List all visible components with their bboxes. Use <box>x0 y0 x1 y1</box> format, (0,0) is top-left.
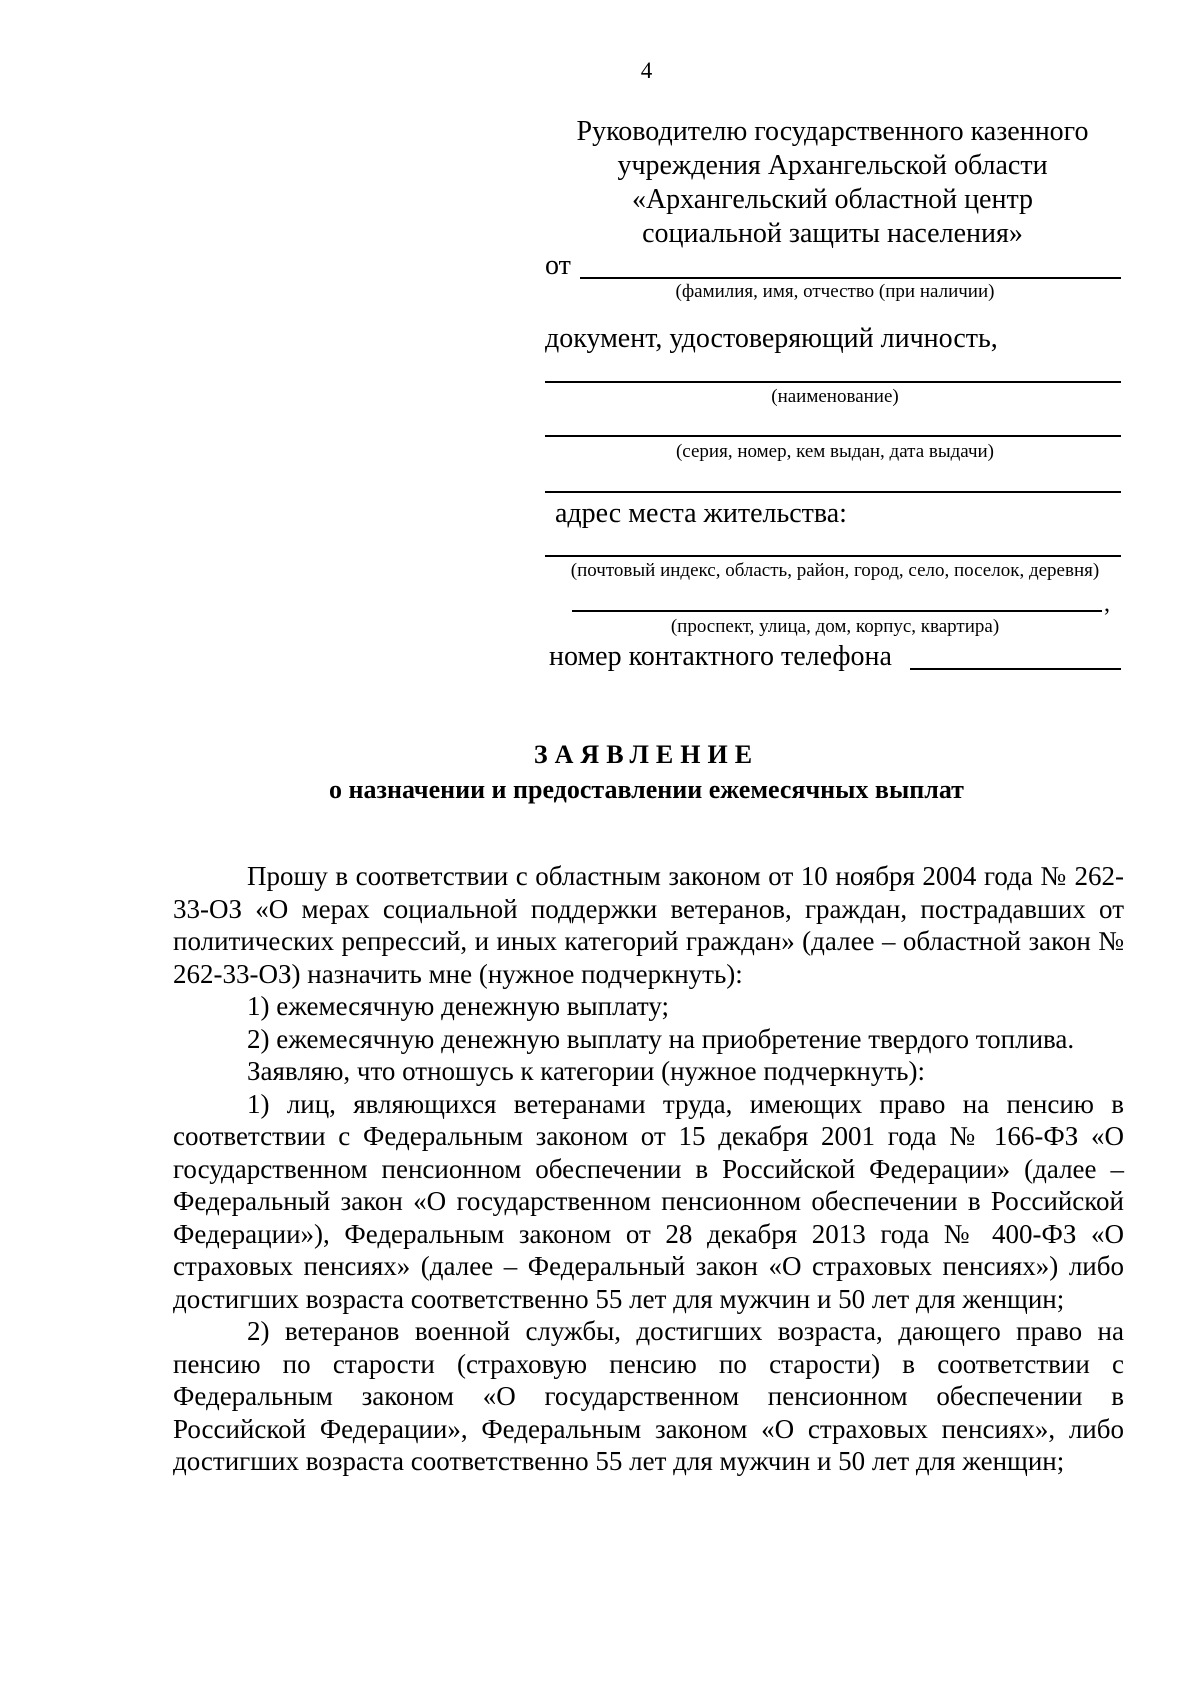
document-subtitle: о назначении и предоставлении ежемесячных выплат <box>329 775 964 804</box>
category-military-veterans: 2) ветеранов военной службы, достигших возраста, дающего право на пенсию по старости (страховую пенсию по старости) в соответствии с Федеральным законом «О государственном пенсионном обеспечении в Российской Федерации», Федеральным законом «О страховых пенсиях», либо достигших возраста соответственно 55 лет для мужчин и 50 лет для женщин; <box>173 1316 1124 1476</box>
addressee-line-4: социальной защиты населения» <box>642 218 1023 249</box>
statement-body <box>173 860 1124 1478</box>
addressee-line-3: «Архангельский областной центр <box>631 184 1034 215</box>
address-locality-field[interactable] <box>545 555 1121 557</box>
address-label: адрес места жительства: <box>555 498 847 529</box>
from-name-field[interactable] <box>580 277 1121 279</box>
address-comma: , <box>1104 591 1110 617</box>
page-number: 4 <box>640 58 653 83</box>
option-solid-fuel-payment: 2) ежемесячную денежную выплату на приобретение твердого топлива. <box>247 1023 1075 1054</box>
category-statement: Заявляю, что отношусь к категории (нужное подчеркнуть): <box>247 1056 925 1086</box>
id-document-details-field[interactable] <box>545 435 1121 437</box>
category-labor-veterans: 1) лиц, являющихся ветеранами труда, имеющих право на пенсию в соответствии с Федеральным законом от 15 декабря 2001 года № 166-ФЗ «О государственном пенсионном обеспечении в Российской Федерации» (далее – Федеральный закон «О государственном пенсионном обеспечении в Российской Федерации»), Федеральным законом от 28 декабря 2013 года № 400-ФЗ «О страховых пенсиях» (далее – Федеральный закон «О страховых пенсиях») либо достигших возраста соответственно 55 лет для мужчин и 50 лет для женщин; <box>173 1088 1124 1314</box>
blank-line-field[interactable] <box>545 491 1121 493</box>
address-street-caption: (проспект, улица, дом, корпус, квартира) <box>670 616 1000 637</box>
address-street-field[interactable] <box>572 610 1102 612</box>
phone-field[interactable] <box>910 668 1121 670</box>
id-document-details-caption: (серия, номер, кем выдан, дата выдачи) <box>675 441 995 462</box>
from-label: от <box>545 250 571 281</box>
addressee-line-2: учреждения Архангельской области <box>617 150 1048 181</box>
id-document-name-caption: (наименование) <box>771 386 899 407</box>
id-document-name-field[interactable] <box>545 381 1121 383</box>
address-locality-caption: (почтовый индекс, область, район, город, село, поселок, деревня) <box>570 560 1100 581</box>
addressee-line-1: Руководителю государственного казенного <box>576 116 1089 147</box>
phone-label: номер контактного телефона <box>549 641 892 672</box>
request-paragraph: Прошу в соответствии с областным законом от 10 ноября 2004 года № 262-33-ОЗ «О мерах социальной поддержки ветеранов, граждан, пострадавших от политических репрессий, и иных категорий граждан» (далее – областной закон № 262-33-ОЗ) назначить мне (нужное подчеркнуть): <box>173 861 1124 989</box>
from-caption: (фамилия, имя, отчество (при наличии) <box>675 281 995 302</box>
option-monthly-payment: 1) ежемесячную денежную выплату; <box>247 991 669 1021</box>
id-document-label: документ, удостоверяющий личность, <box>545 323 998 354</box>
document-title: ЗАЯВЛЕНИЕ <box>533 740 760 769</box>
